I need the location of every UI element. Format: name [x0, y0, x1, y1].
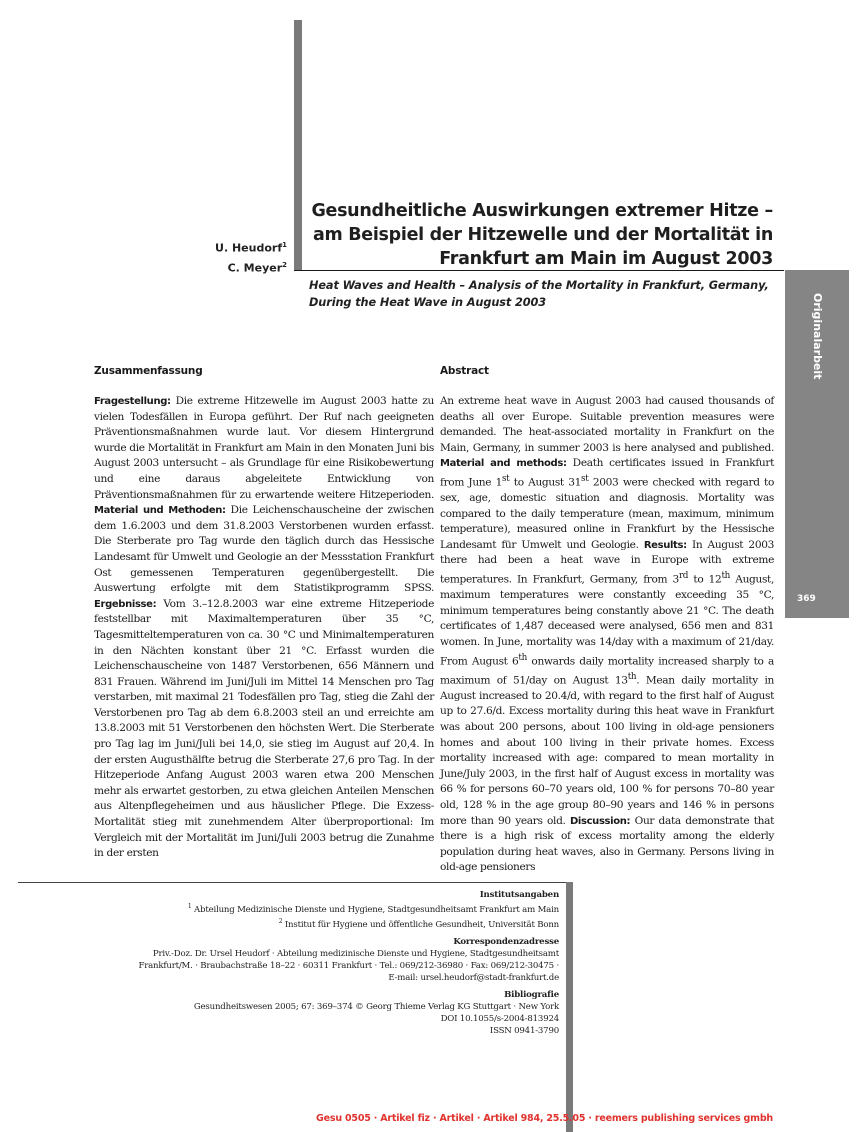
page-number: 369 [797, 594, 816, 604]
authors [215, 237, 287, 276]
institution-1: $^1$ Abteilung Medizinische Dienste und Hygiene, Stadtgesundheitsamt Frankfurt am Main [187, 903, 559, 915]
institution-heading: Institutsangaben [479, 890, 559, 900]
correspondence-line-1: Priv.-Doz. Dr. Ursel Heudorf · Abteilung medizinische Dienste und Hygiene, Stadtgesundheitsamt [152, 948, 559, 959]
sidebar-label: Originalarbeit [811, 293, 824, 380]
article-subtitle: Heat Waves and Health – Analysis of the Mortality in Frankfurt, Germany, During the Heat Wave in August 2003 [309, 279, 769, 309]
article-title: Gesundheitliche Auswirkungen extremer Hitze – am Beispiel der Hitzewelle und der Mortalität in Frankfurt am Main im August 2003 [311, 201, 773, 269]
bottom-vertical-bar [566, 882, 573, 1132]
author-1: U. Heudorf$^1$ [215, 241, 287, 255]
correspondence-heading: Korrespondenzadresse [453, 936, 559, 947]
correspondence-email: E-mail: ursel.heudorf@stadt-frankfurt.de [388, 972, 559, 983]
author-2: C. Meyer$^2$ [227, 260, 287, 275]
abstract-heading: Abstract [440, 365, 489, 377]
info-rule [18, 882, 566, 883]
bibliography-issn: ISSN 0941-3790 [489, 1025, 559, 1036]
top-vertical-bar [294, 20, 302, 270]
article-info [89, 889, 559, 1037]
zusammenfassung-text: Fragestellung: Die extreme Hitzewelle im August 2003 hatte zu vielen Todesfällen in Europa geführt. Der Ruf nach geeigneten Präventionsmaßnahmen wurde laut. Vor diesem Hintergrund wurde die Mortalität in Frankfurt am Main in den Monaten Juni bis August 2003 untersucht – als Grundlage für eine Risikobewertung und eine daraus abgeleitete Entwicklung von Präventionsmaßnahmen für zu erwartende weitere Hitzeperioden. Material und Methoden: Die Leichenschauscheine der zwischen dem 1.6.2003 und dem 31.8.2003 Verstorbenen wurden erfasst. Die Sterberate pro Tag wurde den täglich durch das Hessische Landesamt für Umwelt und Geologie an der Messstation Frankfurt Ost gemessenen Temperaturen gegenübergestellt. Die Auswertung erfolgte mit dem Statistikprogramm SPSS. Ergebnisse: Vom 3.–12.8.2003 war eine extreme Hitzeperiode feststellbar mit Maximaltemperaturen über 35 °C, Tagesmitteltemperaturen von ca. 30 °C und Minimaltemperaturen in den Nächten konstant über 21 °C. Erfasst wurden die Leichenschauscheine von 1487 Verstorbenen, 656 Männern und 831 Frauen. Während im Juni/Juli im Mittel 14 Menschen pro Tag verstarben, mit maximal 21 Todesfällen pro Tag, stieg die Zahl der Verstorbenen pro Tag ab dem 6.8.2003 steil an und erreichte am 13.8.2003 mit 51 Verstorbenen den höchsten Wert. Die Sterberate pro Tag lag im Juni/Juli bei 14,0, sie stieg im August auf 20,4. In der ersten Augusthälfte betrug die Sterberate 27,6 pro Tag. In der Hitzeperiode Anfang August 2003 waren etwa 200 Menschen mehr als erwartet gestorben, zu etwa gleichen Anteilen Menschen aus Altenpflegeheimen und aus häuslicher Pflege. Die Exzess-Mortalität stieg mit zunehmendem Alter überproportional: Im Vergleich mit der Mortalität im Juni/Juli 2003 betrug die Zunahme in der ersten [94, 395, 434, 860]
zusammenfassung-heading: Zusammenfassung [94, 365, 203, 377]
bibliography-doi: DOI 10.1055/s-2004-813924 [440, 1013, 559, 1024]
correspondence-line-2: Frankfurt/M. · Braubachstraße 18–22 · 60311 Frankfurt · Tel.: 069/212-36980 · Fax: 069/212-30475 · [138, 960, 559, 971]
abstract-text: An extreme heat wave in August 2003 had caused thousands of deaths all over Europe. Suitable prevention measures were demanded. The heat-associated mortality in Frankfurt on the Main, Germany, in summer 2003 is here analysed and published. Material and methods: Death certificates issued in Frankfurt from June 1st to August 31st 2003 were checked with regard to sex, age, domestic situation and diagnosis. Mortality was compared to the daily temperature (mean, maximum, minimum temperature), measured online in Frankfurt by the Hessische Landesamt für Umwelt und Geologie. Results: In August 2003 there had been a heat wave in Europe with extreme temperatures. In Frankfurt, Germany, from 3rd to 12th August, maximum temperatures were constantly exceeding 35 °C, minimum temperatures being constantly above 21 °C. The death certificates of 1,487 deceased were analysed, 656 men and 831 women. In June, mortality was 14/day with a maximum of 21/day. From August 6th onwards daily mortality increased sharply to a maximum of 51/day on August 13th. Mean daily mortality in August increased to 20.4/d, with regard to the first half of August up to 27.6/d. Excess mortality during this heat wave in Frankfurt was about 200 persons, about 100 living in old-age pensioners homes and about 100 living in their private homes. Excess mortality increased with age: compared to mean mortality in June/July 2003, in the first half of August excess in mortality was 66 % for persons 60–70 years old, 100 % for persons 70–80 year old, 128 % in the age group 80–90 years and 146 % in persons more than 90 years old. Discussion: Our data demonstrate that there is a high risk of excess mortality among the elderly population during heat waves, also in Germany. Persons living in old-age pensioners [440, 395, 775, 874]
section-sidebar [785, 270, 849, 618]
bibliography-line-1: Gesundheitswesen 2005; 67: 369–374 © Georg Thieme Verlag KG Stuttgart · New York [193, 1001, 559, 1012]
bibliography-heading: Bibliografie [504, 989, 559, 1000]
institution-2: $^2$ Institut für Hygiene und öffentliche Gesundheit, Universität Bonn [278, 917, 559, 930]
print-footer: Gesu 0505 · Artikel fiz · Artikel · Artikel 984, 25.5.05 · reemers publishing services gmbh [316, 1113, 773, 1124]
abstract-column [440, 364, 774, 876]
zusammenfassung-column [94, 364, 434, 862]
sidebar-label-box [785, 270, 849, 420]
